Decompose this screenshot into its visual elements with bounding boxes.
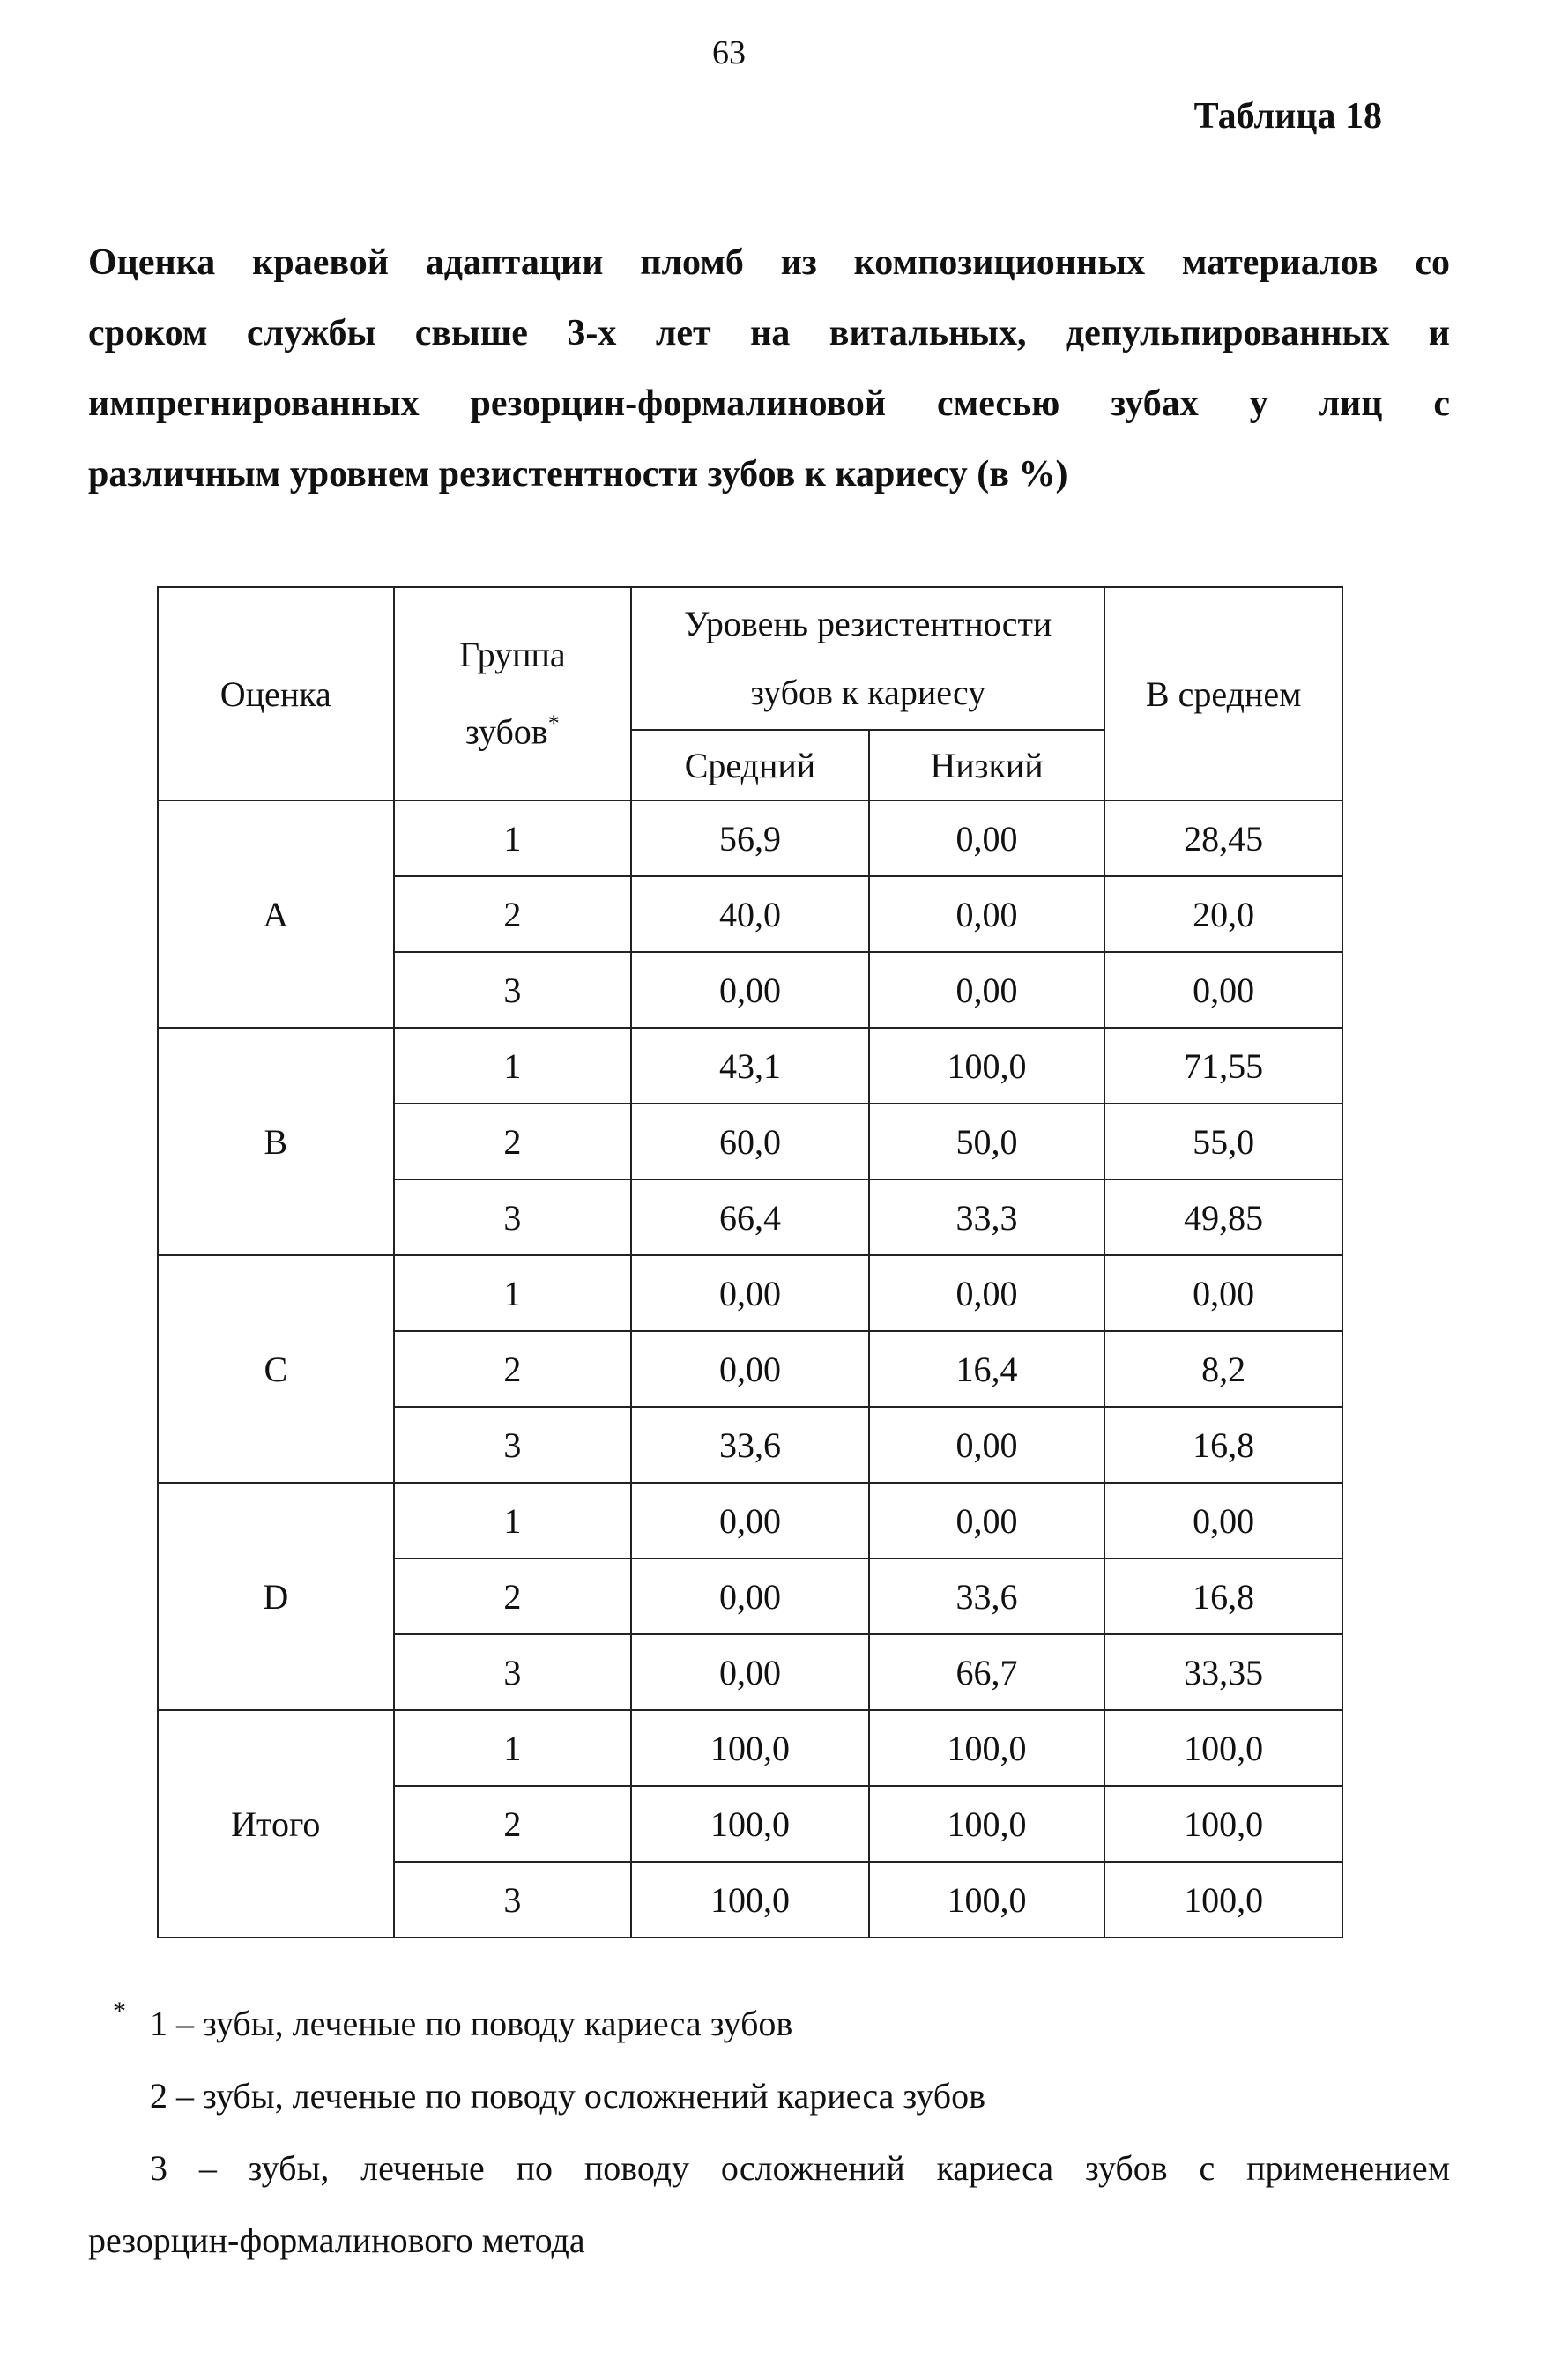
footnote-3-line1: 3 – зубы, леченые по поводу осложнений кариеса зубов с применением: [150, 2148, 1450, 2188]
average-value-cell: 71,55: [1104, 1028, 1342, 1104]
header-resistance-level: [631, 587, 1104, 730]
low-value-cell: 0,00: [869, 800, 1105, 876]
table-row: [158, 1710, 1342, 1786]
low-value-cell: 100,0: [869, 1786, 1105, 1862]
group-cell: 1: [394, 800, 632, 876]
average-value-cell: 16,8: [1104, 1407, 1342, 1483]
title-line: импрегнированных резорцин-формалиновой смесью зубах у лиц с: [88, 383, 1450, 424]
header-low: Низкий: [869, 730, 1105, 800]
group-cell: 3: [394, 952, 632, 1028]
medium-value-cell: 0,00: [631, 1255, 869, 1331]
footnote-3-line2: резорцин-формалинового метода: [88, 2220, 585, 2260]
medium-value-cell: 33,6: [631, 1407, 869, 1483]
medium-value-cell: 43,1: [631, 1028, 869, 1104]
average-value-cell: 20,0: [1104, 876, 1342, 952]
table-row: [158, 1483, 1342, 1558]
average-value-cell: 100,0: [1104, 1862, 1342, 1937]
low-value-cell: 50,0: [869, 1104, 1105, 1179]
low-value-cell: 100,0: [869, 1710, 1105, 1786]
header-group-marker: *: [547, 710, 560, 737]
medium-value-cell: 66,4: [631, 1179, 869, 1255]
group-cell: 3: [394, 1862, 632, 1937]
table-label: Таблица 18: [1193, 96, 1382, 137]
average-value-cell: 0,00: [1104, 952, 1342, 1028]
low-value-cell: 33,6: [869, 1558, 1105, 1634]
group-cell: 2: [394, 1331, 632, 1407]
group-cell: 3: [394, 1407, 632, 1483]
low-value-cell: 33,3: [869, 1179, 1105, 1255]
table-row: [158, 1028, 1342, 1104]
medium-value-cell: 100,0: [631, 1786, 869, 1862]
group-cell: 1: [394, 1710, 632, 1786]
medium-value-cell: 0,00: [631, 952, 869, 1028]
average-value-cell: 49,85: [1104, 1179, 1342, 1255]
medium-value-cell: 0,00: [631, 1483, 869, 1558]
average-value-cell: 55,0: [1104, 1104, 1342, 1179]
table-row: [158, 800, 1342, 876]
grade-cell: Итого: [158, 1710, 394, 1937]
low-value-cell: 16,4: [869, 1331, 1105, 1407]
average-value-cell: 0,00: [1104, 1483, 1342, 1558]
low-value-cell: 0,00: [869, 1483, 1105, 1558]
grade-cell: А: [158, 800, 394, 1028]
medium-value-cell: 0,00: [631, 1331, 869, 1407]
average-value-cell: 100,0: [1104, 1786, 1342, 1862]
header-group: [394, 587, 632, 800]
group-cell: 2: [394, 876, 632, 952]
footnotes: [88, 1988, 1450, 2277]
low-value-cell: 66,7: [869, 1634, 1105, 1710]
low-value-cell: 0,00: [869, 952, 1105, 1028]
footnote-1: [113, 1988, 1450, 2060]
low-value-cell: 0,00: [869, 1255, 1105, 1331]
header-grade: Оценка: [158, 587, 394, 800]
title-line: различным уровнем резистентности зубов к кариесу (в %): [88, 454, 1068, 495]
medium-value-cell: 0,00: [631, 1634, 869, 1710]
footnote-2: 2 – зубы, леченые по поводу осложнений кариеса зубов: [150, 2076, 986, 2116]
group-cell: 2: [394, 1786, 632, 1862]
header-group-line1: Группа: [459, 635, 566, 675]
average-value-cell: 8,2: [1104, 1331, 1342, 1407]
group-cell: 3: [394, 1634, 632, 1710]
average-value-cell: 0,00: [1104, 1255, 1342, 1331]
footnote-1-text: 1 – зубы, леченые по поводу кариеса зубов: [150, 2004, 793, 2043]
group-cell: 1: [394, 1028, 632, 1104]
title-line: сроком службы свыше 3-х лет на витальных, депульпированных и: [88, 313, 1450, 353]
header-medium: Средний: [631, 730, 869, 800]
average-value-cell: 33,35: [1104, 1634, 1342, 1710]
results-table: [157, 586, 1343, 1938]
average-value-cell: 16,8: [1104, 1558, 1342, 1634]
group-cell: 2: [394, 1558, 632, 1634]
grade-cell: D: [158, 1483, 394, 1710]
footnote-marker: *: [113, 1997, 126, 2026]
table-title: [88, 227, 1450, 509]
low-value-cell: 100,0: [869, 1028, 1105, 1104]
group-cell: 1: [394, 1483, 632, 1558]
header-group-line2: зубов: [465, 711, 548, 752]
medium-value-cell: 60,0: [631, 1104, 869, 1179]
title-line: Оценка краевой адаптации пломб из композиционных материалов со: [88, 242, 1450, 283]
group-cell: 2: [394, 1104, 632, 1179]
medium-value-cell: 100,0: [631, 1710, 869, 1786]
header-level-line1: Уровень резистентности: [684, 604, 1052, 643]
table-row: [158, 1255, 1342, 1331]
header-average: В среднем: [1104, 587, 1342, 800]
average-value-cell: 100,0: [1104, 1710, 1342, 1786]
header-level-line2: зубов к кариесу: [750, 673, 986, 712]
low-value-cell: 0,00: [869, 1407, 1105, 1483]
group-cell: 3: [394, 1179, 632, 1255]
medium-value-cell: 56,9: [631, 800, 869, 876]
table-body: [158, 800, 1342, 1937]
group-cell: 1: [394, 1255, 632, 1331]
low-value-cell: 100,0: [869, 1862, 1105, 1937]
grade-cell: В: [158, 1028, 394, 1255]
medium-value-cell: 40,0: [631, 876, 869, 952]
medium-value-cell: 0,00: [631, 1558, 869, 1634]
average-value-cell: 28,45: [1104, 800, 1342, 876]
medium-value-cell: 100,0: [631, 1862, 869, 1937]
page-number: 63: [712, 34, 746, 71]
grade-cell: С: [158, 1255, 394, 1483]
low-value-cell: 0,00: [869, 876, 1105, 952]
